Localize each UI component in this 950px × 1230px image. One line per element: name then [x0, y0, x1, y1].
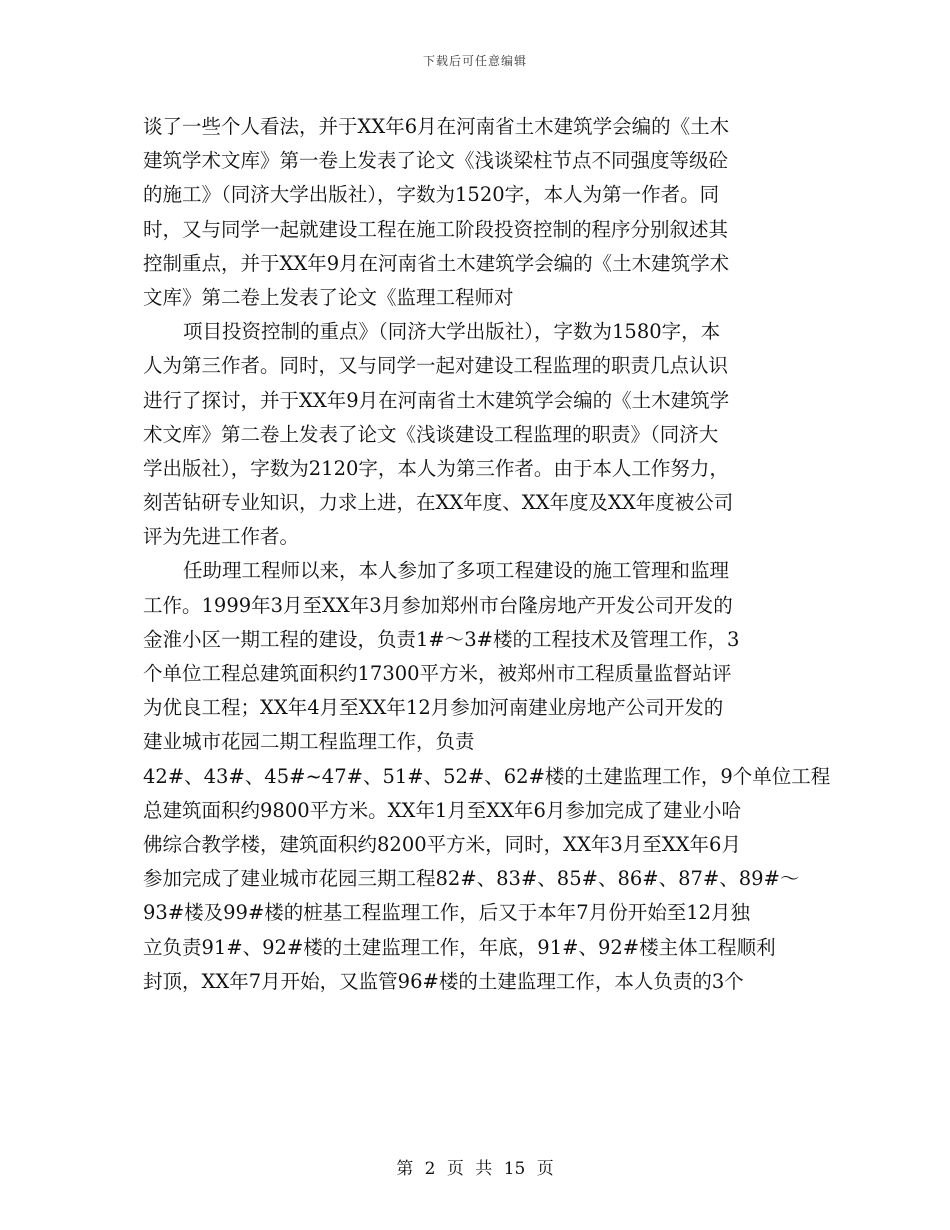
page-number: 第 2 页 共 15 页 — [396, 1159, 554, 1179]
text-line: 工作。1999年3月至XX年3月参加郑州市台隆房地产开发公司开发的 — [143, 593, 733, 617]
text-line: 金淮小区一期工程的建设，负责1#～3#楼的工程技术及管理工作，3 — [143, 627, 740, 651]
text-line: 术文库》第二卷上发表了论文《浅谈建设工程监理的职责》（同济大 — [143, 422, 719, 446]
text-line: 学出版社），字数为2120字，本人为第三作者。由于本人工作努力， — [143, 456, 729, 480]
text-line: 谈了一些个人看法，并于XX年6月在河南省土木建筑学会编的《土木 — [143, 115, 730, 138]
text-line: 的施工》（同济大学出版社），字数为1520字，本人为第一作者。同 — [143, 183, 720, 207]
text-line: 总建筑面积约9800平方米。XX年1月至XX年6月参加完成了建业小哈 — [143, 798, 741, 822]
text-line: 封顶，XX年7月开始，又监管96#楼的土建监理工作，本人负责的3个 — [143, 969, 744, 993]
text-line: 时，又与同学一起就建设工程在施工阶段投资控制的程序分别叙述其 — [143, 217, 729, 241]
text-line: 刻苦钻研专业知识，力求上进，在XX年度、XX年度及XX年度被公司 — [143, 491, 734, 515]
document-body — [143, 110, 831, 999]
text-line: 人为第三作者。同时，又与同学一起对建设工程监理的职责几点认识 — [143, 354, 729, 378]
text-line: 建筑学术文库》第一卷上发表了论文《浅谈梁柱节点不同强度等级砼 — [143, 149, 729, 173]
text-line: 进行了探讨，并于XX年9月在河南省土木建筑学会编的《土木建筑学 — [143, 388, 730, 412]
text-line: 评为先进工作者。 — [143, 525, 300, 549]
text-line: 控制重点，并于XX年9月在河南省土木建筑学会编的《土木建筑学术 — [143, 251, 730, 275]
paragraph-start-line: 项目投资控制的重点》（同济大学出版社），字数为1580字，本 — [183, 320, 721, 344]
text-line: 立负责91#、92#楼的土建监理工作，年底，91#、92#楼主体工程顺利 — [143, 935, 776, 959]
text-line: 建业城市花园二期工程监理工作，负责 — [143, 730, 475, 754]
text-line: 42#、43#、45#~47#、51#、52#、62#楼的土建监理工作，9个单位工程 — [143, 764, 831, 788]
text-line: 为优良工程；XX年4月至XX年12月参加河南建业房地产公司开发的 — [143, 696, 724, 720]
text-line: 93#楼及99#楼的桩基工程监理工作，后又于本年7月份开始至12月独 — [143, 901, 751, 925]
text-line: 文库》第二卷上发表了论文《监理工程师对 — [143, 285, 514, 309]
text-line: 参加完成了建业城市花园三期工程82#、83#、85#、86#、87#、89#～ — [143, 867, 800, 891]
paragraph-start-line: 任助理工程师以来，本人参加了多项工程建设的施工管理和监理 — [183, 559, 730, 583]
page-header: 下载后可任意编辑 — [422, 54, 527, 68]
text-line: 个单位工程总建筑面积约17300平方米，被郑州市工程质量监督站评 — [143, 662, 732, 685]
text-line: 佛综合教学楼，建筑面积约8200平方米，同时，XX年3月至XX年6月 — [143, 832, 741, 856]
